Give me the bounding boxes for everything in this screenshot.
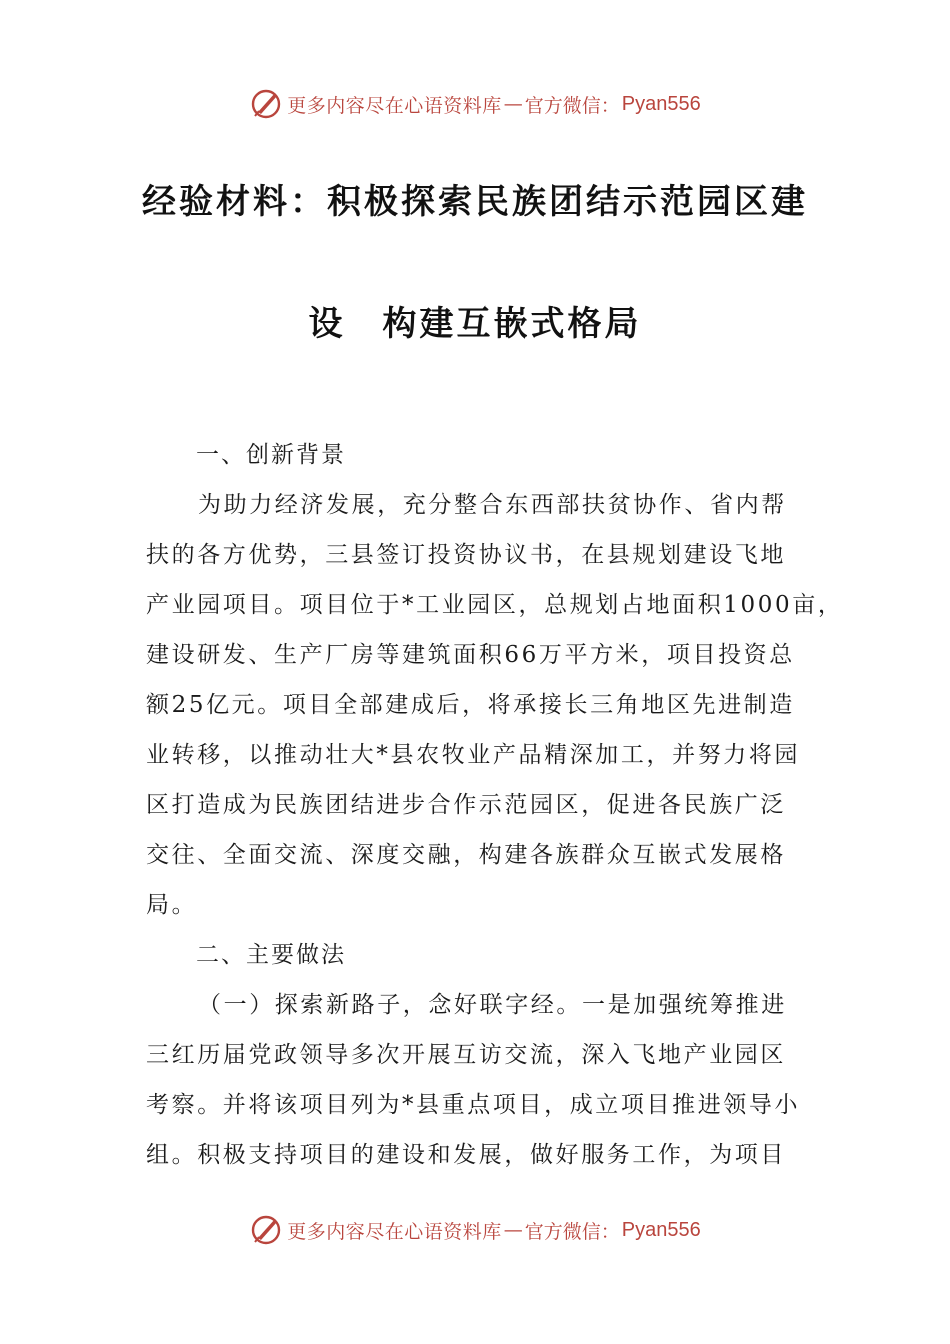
paragraph-line: （一）探索新路子，念好联字经。一是加强统筹推进 [198,992,787,1018]
paragraph-line: 产业园项目。项目位于*工业园区，总规划占地面积1000亩， [146,592,844,618]
watermark-wechat-label: 官方微信： [524,1220,620,1243]
document-title-line-2: 设 构建互嵌式格局 [308,304,642,344]
document-body [146,430,844,1180]
paragraph-background [146,480,844,930]
paragraph-line: 局。 [146,892,198,918]
paragraph-line: 为助力经济发展，充分整合东西部扶贫协作、省内帮 [198,492,787,518]
paragraph-line: 考察。并将该项目列为*县重点项目，成立项目推进领导小 [146,1092,801,1118]
paragraph-line: 额25亿元。项目全部建成后，将承接长三角地区先进制造 [146,692,795,718]
paragraph-line: 区打造成为民族团结进步合作示范园区，促进各民族广泛 [146,792,786,818]
watermark-wechat-id: Pyan556 [621,1218,701,1241]
watermark-site-text: 更多内容尽在心语资料库 [287,1220,502,1243]
section-heading-background: 一、创新背景 [196,442,346,468]
paragraph-practices [146,980,810,1180]
document-title-line-1: 经验材料：积极探索民族团结示范园区建 [142,182,808,222]
paragraph-line: 三红历届党政领导多次开展互访交流，深入飞地产业园区 [146,1042,786,1068]
paragraph-line: 组。积极支持项目的建设和发展，做好服务工作，为项目 [146,1142,786,1168]
quill-pen-circle-icon [249,1213,283,1247]
watermark-dash: — [503,1219,523,1241]
section-heading-practices: 二、主要做法 [196,942,346,968]
paragraph-line: 建设研发、生产厂房等建筑面积66万平方米，项目投资总 [146,642,795,668]
watermark-dash: — [503,93,523,115]
paragraph-line: 扶的各方优势，三县签订投资协议书，在县规划建设飞地 [146,542,786,568]
watermark-wechat-id: Pyan556 [621,92,701,115]
footer-watermark [0,1210,950,1250]
paragraph-line: 业转移，以推动壮大*县农牧业产品精深加工，并努力将园 [146,742,801,768]
header-watermark [0,84,950,124]
watermark-site-text: 更多内容尽在心语资料库 [287,94,502,117]
paragraph-line: 交往、全面交流、深度交融，构建各族群众互嵌式发展格 [146,842,786,868]
watermark-wechat-label: 官方微信： [524,94,620,117]
quill-pen-circle-icon [249,87,283,121]
